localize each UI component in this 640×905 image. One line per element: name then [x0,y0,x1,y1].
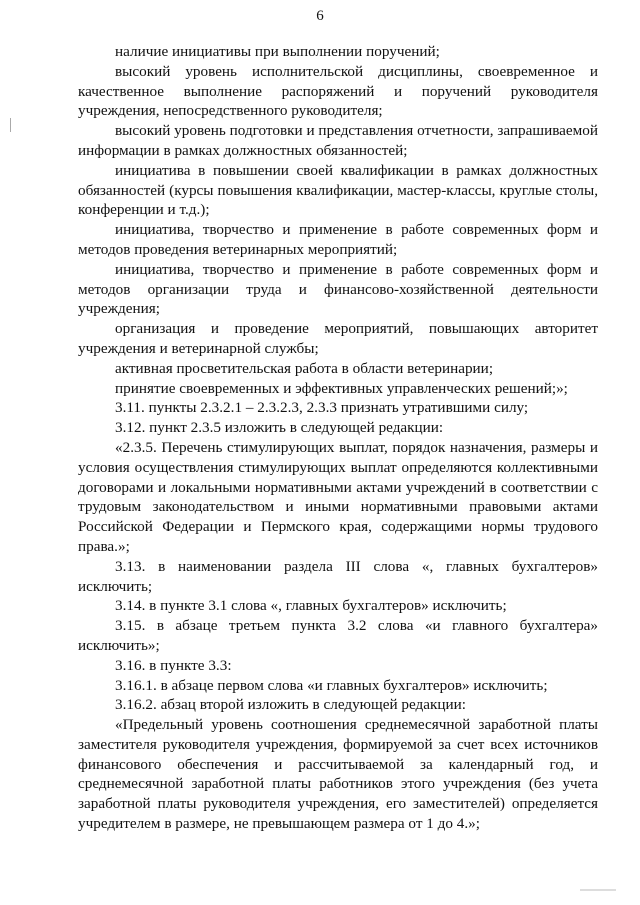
page-number: 6 [316,8,324,24]
paragraph: 3.16.2. абзац второй изложить в следующей редакции: [115,696,466,714]
paragraph: инициатива, творчество и применение в работе современных форм и методов проведения ветеринарных мероприятий; [78,221,598,258]
paragraph: наличие инициативы при выполнении поручений; [115,43,440,60]
paragraph: «Предельный уровень соотношения среднемесячной заработной платы заместителя руководителя учреждения, формируемой за счет всех источников финансового обеспечения и рассчитываемой за календарный год, и среднемесячной заработной платы работников этого учреждения (без учета заработной платы руководителя учреждения, его заместителей) определяется учредителем в размере, не превышающем размера от 1 до 4.»; [78,716,598,833]
paragraph: 3.16. в пункте 3.3: [115,656,232,674]
paragraph: 3.11. пункты 2.3.2.1 – 2.3.2.3, 2.3.3 признать утратившими силу; [115,399,529,417]
paragraph: высокий уровень исполнительской дисциплины, своевременное и качественное выполнение распоряжений и поручений руководителя учреждения, непосредственного руководителя; [78,62,598,120]
paragraph: 3.14. в пункте 3.1 слова «, главных бухгалтеров» исключить; [115,597,507,615]
paragraph: высокий уровень подготовки и представления отчетности, запрашиваемой информации в рамках должностных обязанностей; [78,122,598,159]
paragraph: «2.3.5. Перечень стимулирующих выплат, порядок назначения, размеры и условия осуществления стимулирующих выплат определяются коллективными договорами и локальными нормативными актами учреждений в соответствии с трудовым законодательством и иными нормативными правовыми актами Российской Федерации и Пермского края, содержащими нормы трудового права.»; [78,438,598,555]
paragraph: инициатива, творчество и применение в работе современных форм и методов организации труда и финансово-хозяйственной деятельности учреждения; [78,260,598,318]
paragraph: инициатива в повышении своей квалификации в рамках должностных обязанностей (курсы повышения квалификации, мастер-классы, круглые столы, конференции и т.д.); [78,161,598,219]
paragraph: 3.13. в наименовании раздела III слова «, главных бухгалтеров» исключить; [78,557,598,595]
document-body [78,42,598,834]
paragraph: организация и проведение мероприятий, повышающих авторитет учреждения и ветеринарной службы; [78,320,598,357]
margin-mark [10,118,11,132]
scan-mark [580,889,616,891]
paragraph: 3.15. в абзаце третьем пункта 3.2 слова «и главного бухгалтера» исключить»; [78,617,598,654]
paragraph: 3.16.1. в абзаце первом слова «и главных бухгалтеров» исключить; [115,676,548,694]
paragraph: принятие своевременных и эффективных управленческих решений;»; [115,379,568,397]
paragraph: 3.12. пункт 2.3.5 изложить в следующей редакции: [115,419,444,437]
paragraph: активная просветительская работа в области ветеринарии; [115,359,494,377]
